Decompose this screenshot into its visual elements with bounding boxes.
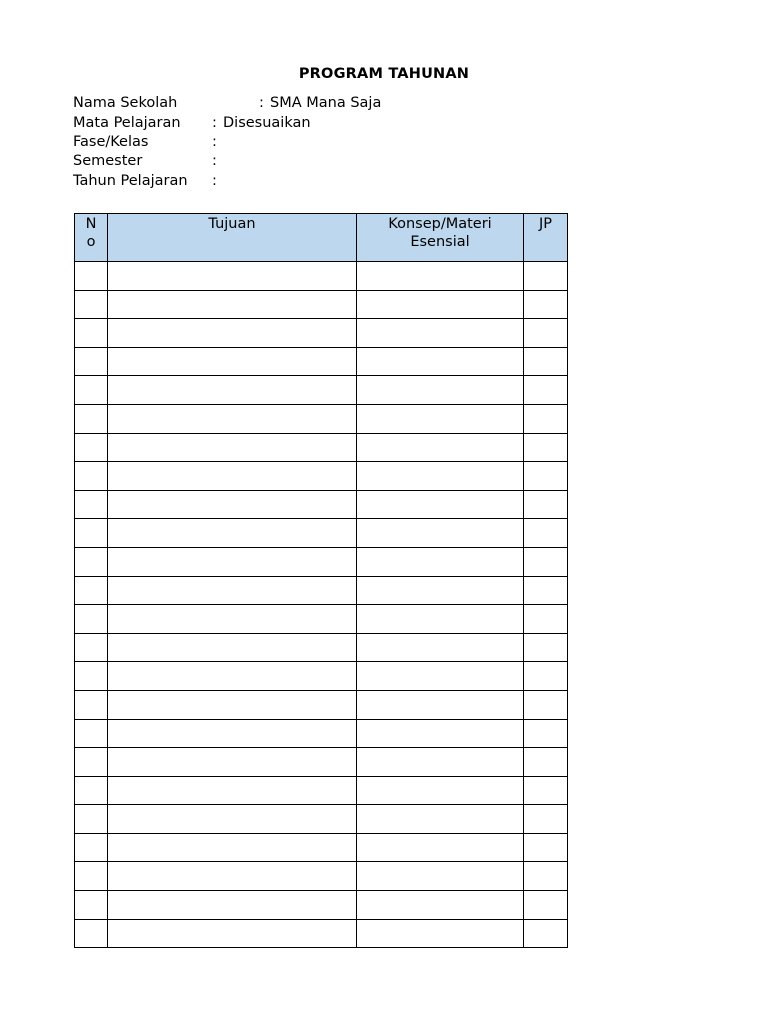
subject-label: Mata Pelajaran xyxy=(73,115,181,131)
cell-no[interactable] xyxy=(75,490,108,519)
cell-tujuan[interactable] xyxy=(108,262,357,291)
header-no-label: No xyxy=(85,216,97,250)
cell-jp[interactable] xyxy=(524,605,568,634)
cell-tujuan[interactable] xyxy=(108,490,357,519)
table-row xyxy=(75,748,568,777)
semester-colon: : xyxy=(212,153,217,169)
cell-jp[interactable] xyxy=(524,262,568,291)
year-colon: : xyxy=(212,173,217,189)
cell-materi[interactable] xyxy=(357,347,524,376)
cell-jp[interactable] xyxy=(524,633,568,662)
cell-tujuan[interactable] xyxy=(108,662,357,691)
table-row xyxy=(75,805,568,834)
table-row xyxy=(75,404,568,433)
cell-tujuan[interactable] xyxy=(108,319,357,348)
cell-tujuan[interactable] xyxy=(108,433,357,462)
cell-tujuan[interactable] xyxy=(108,748,357,777)
cell-materi[interactable] xyxy=(357,376,524,405)
cell-no[interactable] xyxy=(75,919,108,948)
cell-no[interactable] xyxy=(75,433,108,462)
cell-materi[interactable] xyxy=(357,662,524,691)
cell-materi[interactable] xyxy=(357,719,524,748)
table-row xyxy=(75,605,568,634)
cell-materi[interactable] xyxy=(357,605,524,634)
cell-jp[interactable] xyxy=(524,490,568,519)
table-row xyxy=(75,262,568,291)
subject-value: Disesuaikan xyxy=(223,115,311,131)
table-row xyxy=(75,633,568,662)
cell-jp[interactable] xyxy=(524,319,568,348)
cell-materi[interactable] xyxy=(357,519,524,548)
cell-materi[interactable] xyxy=(357,776,524,805)
cell-jp[interactable] xyxy=(524,719,568,748)
table-row xyxy=(75,776,568,805)
cell-no[interactable] xyxy=(75,776,108,805)
cell-jp[interactable] xyxy=(524,462,568,491)
cell-materi[interactable] xyxy=(357,576,524,605)
cell-tujuan[interactable] xyxy=(108,719,357,748)
header-materi-label: Konsep/Materi Esensial xyxy=(388,216,492,250)
cell-no[interactable] xyxy=(75,662,108,691)
cell-jp[interactable] xyxy=(524,519,568,548)
cell-tujuan[interactable] xyxy=(108,404,357,433)
cell-no[interactable] xyxy=(75,319,108,348)
phase-label: Fase/Kelas xyxy=(73,134,149,150)
header-materi xyxy=(357,214,524,262)
cell-materi[interactable] xyxy=(357,290,524,319)
cell-tujuan[interactable] xyxy=(108,376,357,405)
cell-no[interactable] xyxy=(75,519,108,548)
cell-tujuan[interactable] xyxy=(108,547,357,576)
cell-no[interactable] xyxy=(75,633,108,662)
semester-label: Semester xyxy=(73,153,143,169)
cell-no[interactable] xyxy=(75,547,108,576)
cell-no[interactable] xyxy=(75,748,108,777)
cell-no[interactable] xyxy=(75,404,108,433)
table-row xyxy=(75,347,568,376)
cell-materi[interactable] xyxy=(357,862,524,891)
subject-colon: : xyxy=(212,115,217,131)
cell-tujuan[interactable] xyxy=(108,891,357,920)
cell-no[interactable] xyxy=(75,862,108,891)
cell-jp[interactable] xyxy=(524,547,568,576)
cell-materi[interactable] xyxy=(357,833,524,862)
cell-no[interactable] xyxy=(75,262,108,291)
cell-jp[interactable] xyxy=(524,662,568,691)
cell-jp[interactable] xyxy=(524,690,568,719)
cell-no[interactable] xyxy=(75,347,108,376)
cell-jp[interactable] xyxy=(524,433,568,462)
cell-no[interactable] xyxy=(75,576,108,605)
page-title: PROGRAM TAHUNAN xyxy=(298,66,470,82)
cell-materi[interactable] xyxy=(357,462,524,491)
cell-materi[interactable] xyxy=(357,319,524,348)
cell-jp[interactable] xyxy=(524,919,568,948)
cell-jp[interactable] xyxy=(524,862,568,891)
table-row xyxy=(75,690,568,719)
cell-materi[interactable] xyxy=(357,748,524,777)
cell-tujuan[interactable] xyxy=(108,862,357,891)
cell-no[interactable] xyxy=(75,376,108,405)
table-row xyxy=(75,919,568,948)
header-tujuan: Tujuan xyxy=(108,214,357,262)
cell-tujuan[interactable] xyxy=(108,576,357,605)
table-row xyxy=(75,719,568,748)
cell-jp[interactable] xyxy=(524,376,568,405)
cell-tujuan[interactable] xyxy=(108,776,357,805)
cell-tujuan[interactable] xyxy=(108,833,357,862)
cell-no[interactable] xyxy=(75,805,108,834)
cell-tujuan[interactable] xyxy=(108,690,357,719)
table-row xyxy=(75,319,568,348)
program-table xyxy=(74,213,568,948)
cell-tujuan[interactable] xyxy=(108,519,357,548)
table-row xyxy=(75,662,568,691)
header-jp: JP xyxy=(524,214,568,262)
cell-tujuan[interactable] xyxy=(108,805,357,834)
cell-jp[interactable] xyxy=(524,891,568,920)
cell-jp[interactable] xyxy=(524,776,568,805)
cell-materi[interactable] xyxy=(357,891,524,920)
table-row xyxy=(75,290,568,319)
cell-tujuan[interactable] xyxy=(108,633,357,662)
cell-no[interactable] xyxy=(75,719,108,748)
cell-no[interactable] xyxy=(75,605,108,634)
cell-materi[interactable] xyxy=(357,633,524,662)
cell-no[interactable] xyxy=(75,290,108,319)
cell-no[interactable] xyxy=(75,891,108,920)
table-row xyxy=(75,862,568,891)
school-value: SMA Mana Saja xyxy=(270,95,382,111)
table-row xyxy=(75,462,568,491)
table-row xyxy=(75,833,568,862)
table-row xyxy=(75,891,568,920)
school-colon: : xyxy=(259,95,264,111)
cell-materi[interactable] xyxy=(357,433,524,462)
cell-tujuan[interactable] xyxy=(108,290,357,319)
cell-jp[interactable] xyxy=(524,805,568,834)
cell-materi[interactable] xyxy=(357,690,524,719)
cell-materi[interactable] xyxy=(357,547,524,576)
table-row xyxy=(75,376,568,405)
table-row xyxy=(75,490,568,519)
cell-jp[interactable] xyxy=(524,576,568,605)
cell-materi[interactable] xyxy=(357,919,524,948)
cell-no[interactable] xyxy=(75,690,108,719)
table-row xyxy=(75,547,568,576)
school-label: Nama Sekolah xyxy=(73,95,178,111)
cell-tujuan[interactable] xyxy=(108,347,357,376)
year-label: Tahun Pelajaran xyxy=(73,173,188,189)
table-row xyxy=(75,433,568,462)
table-row xyxy=(75,519,568,548)
cell-jp[interactable] xyxy=(524,748,568,777)
cell-tujuan[interactable] xyxy=(108,605,357,634)
cell-jp[interactable] xyxy=(524,404,568,433)
cell-no[interactable] xyxy=(75,462,108,491)
header-no xyxy=(75,214,108,262)
cell-materi[interactable] xyxy=(357,805,524,834)
cell-tujuan[interactable] xyxy=(108,919,357,948)
cell-materi[interactable] xyxy=(357,262,524,291)
table-row xyxy=(75,576,568,605)
cell-jp[interactable] xyxy=(524,347,568,376)
cell-tujuan[interactable] xyxy=(108,462,357,491)
table-body xyxy=(75,262,568,948)
table-header-row xyxy=(75,214,568,262)
cell-no[interactable] xyxy=(75,833,108,862)
phase-colon: : xyxy=(212,134,217,150)
cell-materi[interactable] xyxy=(357,490,524,519)
cell-jp[interactable] xyxy=(524,290,568,319)
cell-jp[interactable] xyxy=(524,833,568,862)
cell-materi[interactable] xyxy=(357,404,524,433)
